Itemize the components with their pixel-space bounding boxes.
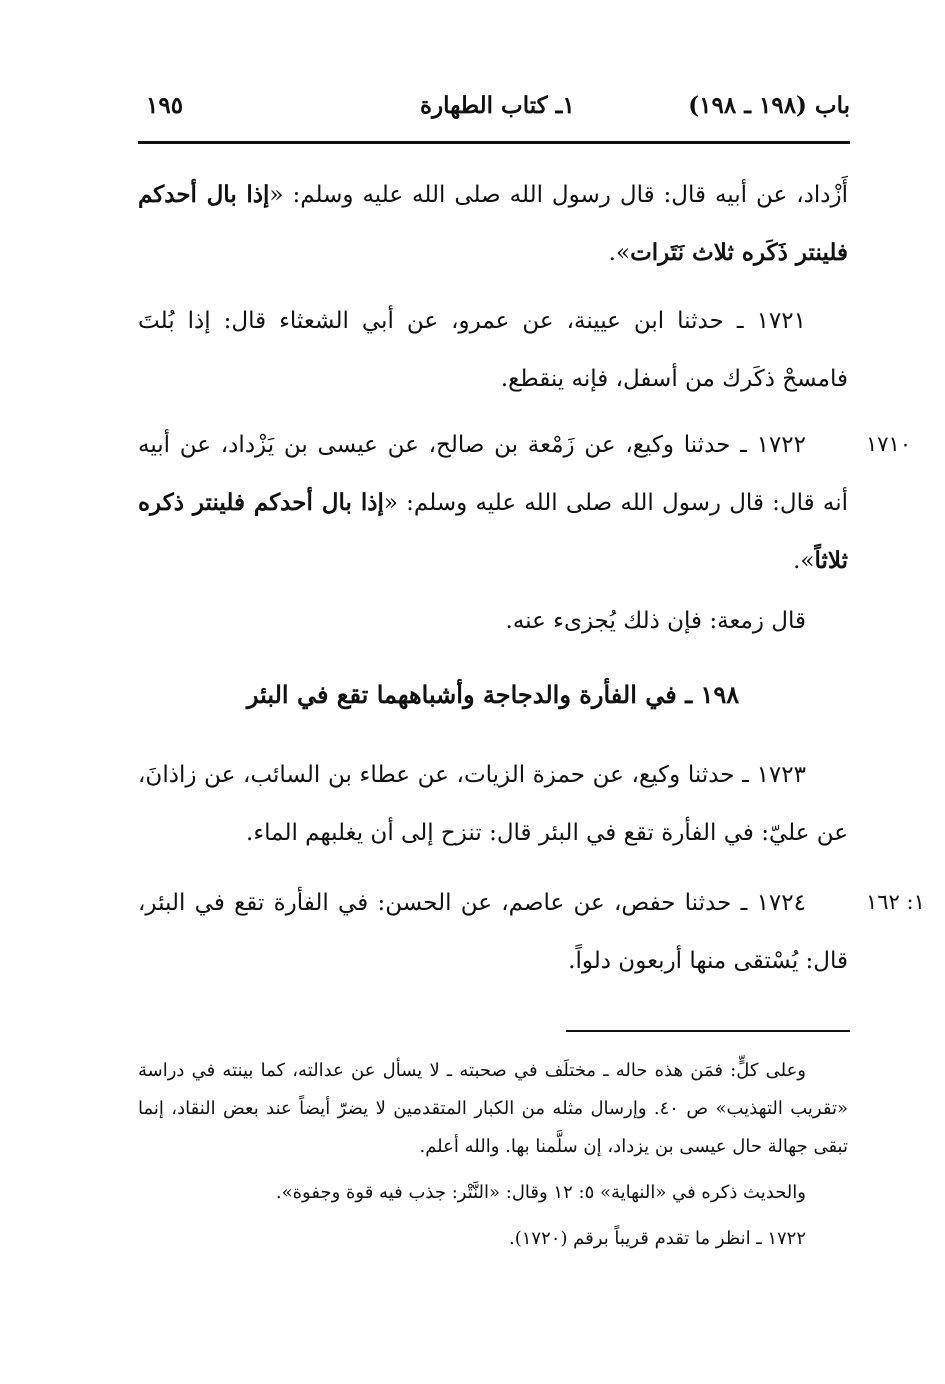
hadith-text: ١٧٢٢ ـ حدثنا وكيع، عن زَمْعة بن صالح، عن عيسى بن يَزْداد، عن أبيه أنه قال: قال رسول الله صلى الله عليه وسلم: « (138, 432, 848, 516)
quote-close: ». (608, 240, 631, 266)
quote-close: ». (793, 548, 815, 574)
footnote-separator (566, 1030, 850, 1032)
hadith-1721 (138, 292, 848, 408)
margin-reference: ١٧١٠ (866, 432, 912, 456)
footnote: ١٧٢٢ ـ انظر ما تقدم قريباً برقم (١٧٢٠). (509, 1228, 806, 1249)
footnote: وعلى كلٍّ: فمَن هذه حاله ـ مختلَف في صحبته ـ لا يسأل عن عدالته، كما بينته في دراسة «تقريب التهذيب» ص ٤٠. وإرسال مثله من الكبار المتقدمين لا يضرّ أيضاً عند بعض النقاد، إنما تبقى جهالة حال عيسى بن يزداد، إن سلَّمنا بها. والله أعلم. (138, 1060, 848, 1157)
hadith-1722 (138, 416, 848, 590)
prophetic-saying: إذا بال أحدكم فلينتر ذكره ثلاثاً (138, 489, 848, 574)
book-title: ١ـ كتاب الطهارة (420, 92, 575, 119)
narrator-comment (138, 592, 848, 650)
page-number: ١٩٥ (146, 92, 184, 119)
prophetic-saying: إذا بال أحدكم فلينتر ذَكَره ثلاث نَتَرات (138, 181, 848, 266)
hadith-1724 (138, 874, 848, 990)
footnote: والحديث ذكره في «النهاية» ٥: ١٢ وقال: «النَّتْر: جذب فيه قوة وجفوة». (275, 1182, 806, 1203)
running-header (140, 92, 850, 132)
hadith-text: ١٧٢١ ـ حدثنا ابن عيينة، عن عمرو، عن أبي الشعثاء قال: إذا بُلتَ فامسحْ ذكَرك من أسفل، فإنه ينقطع. (138, 308, 848, 392)
hadith-text: ١٧٢٣ ـ حدثنا وكيع، عن حمزة الزيات، عن عطاء بن السائب، عن زاذانَ، عن عليّ: في الفأرة تقع في البئر قال: تنزح إلى أن يغلبهم الماء. (138, 762, 848, 846)
comment-text: قال زمعة: فإن ذلك يُجزىء عنه. (505, 608, 806, 634)
margin-reference: ١: ١٦٢ (866, 890, 925, 914)
footnotes (138, 1052, 848, 1266)
chapter-range: باب (١٩٨ ـ ١٩٨) (688, 92, 850, 119)
header-rule (138, 141, 850, 144)
hadith-text: ١٧٢٤ ـ حدثنا حفص، عن عاصم، عن الحسن: في الفأرة تقع في البئر، قال: يُسْتقى منها أربعون دلواً. (138, 890, 848, 974)
hadith-1723 (138, 746, 848, 862)
continued-text: أَزْداد، عن أبيه قال: قال رسول الله صلى الله عليه وسلم: « (269, 182, 848, 208)
continued-paragraph (138, 166, 848, 282)
section-heading: ١٩٨ ـ في الفأرة والدجاجة وأشباههما تقع في البئر (246, 680, 740, 709)
